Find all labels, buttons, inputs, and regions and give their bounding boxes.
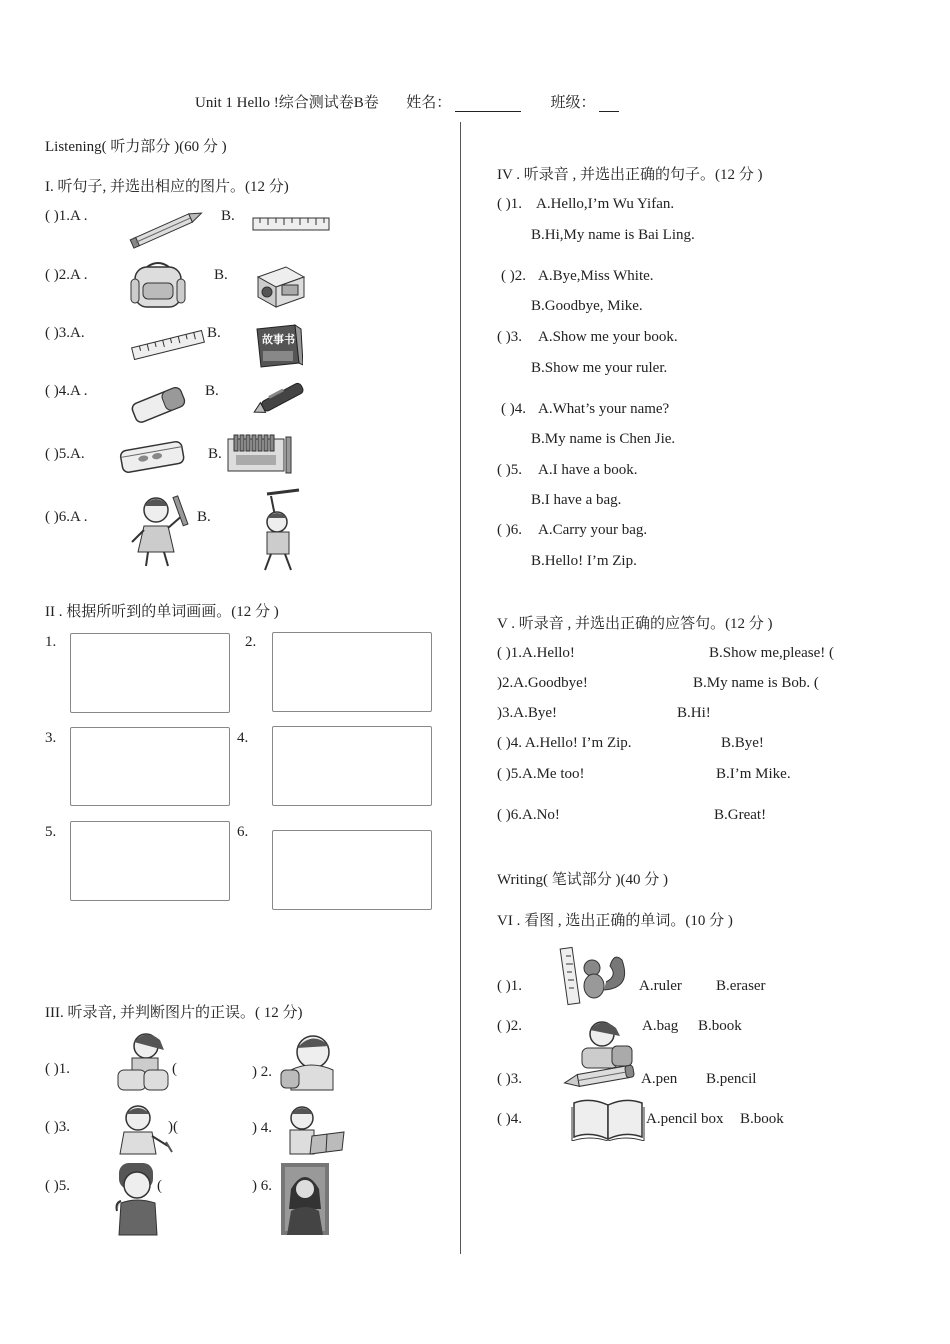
s3-item-5-num: ( )5. xyxy=(45,1178,70,1194)
s4-item-2-num: ( )2. xyxy=(501,268,526,284)
s5-line-2-a: )2.A.Goodbye! xyxy=(497,675,588,691)
s6-item-4-a: A.pencil box xyxy=(646,1111,724,1127)
eraser-icon xyxy=(126,383,190,425)
draw-label-6: 6. xyxy=(237,824,249,840)
boy-with-bag-icon xyxy=(277,1030,343,1092)
draw-box-1[interactable] xyxy=(70,633,230,713)
s4-item-3-b: B.Show me your ruler. xyxy=(531,360,668,376)
s6-item-4-num: ( )4. xyxy=(497,1111,522,1127)
s5-line-2-b: B.My name is Bob. ( xyxy=(693,675,819,691)
s3-item-3-num: ( )3. xyxy=(45,1119,70,1135)
girl-waving-icon xyxy=(113,1163,161,1237)
s1-item-1-b: B. xyxy=(221,208,235,224)
s1-item-6-b: B. xyxy=(197,509,211,525)
s5-line-3-b: B.Hi! xyxy=(677,705,711,721)
s6-item-1-b: B.eraser xyxy=(716,978,766,994)
s4-item-6-b: B.Hello! I’m Zip. xyxy=(531,553,637,569)
s1-item-3-b: B. xyxy=(207,325,221,341)
s6-item-1-a: A.ruler xyxy=(639,978,682,994)
s4-item-4-b: B.My name is Chen Jie. xyxy=(531,431,676,447)
s4-item-3-num: ( )3. xyxy=(497,329,522,345)
s4-item-5-num: ( )5. xyxy=(497,462,522,478)
girl-with-pencil-icon xyxy=(126,492,196,570)
s5-line-6-a: ( )6.A.No! xyxy=(497,807,560,823)
draw-box-6[interactable] xyxy=(272,830,432,910)
draw-box-4[interactable] xyxy=(272,726,432,806)
section6-title: VI . 看图 , 选出正确的单词。(10 分 ) xyxy=(497,913,733,929)
section4-title: IV . 听录音 , 并选出正确的句子。(12 分 ) xyxy=(497,167,763,183)
draw-label-3: 3. xyxy=(45,730,57,746)
s3-item-2-num: ) 2. xyxy=(252,1064,272,1080)
ruler-icon xyxy=(252,214,330,234)
s4-item-6-a: A.Carry your bag. xyxy=(538,522,648,538)
ruler-icon xyxy=(130,328,206,362)
s4-item-6-num: ( )6. xyxy=(497,522,522,538)
s3-item-5-right: ( xyxy=(157,1178,162,1194)
s1-item-6-num: ( )6.A . xyxy=(45,509,88,525)
draw-box-2[interactable] xyxy=(272,632,432,712)
storybook-icon xyxy=(253,323,303,369)
s3-item-3-right: )( xyxy=(168,1119,178,1135)
section1-title: I. 听句子, 并选出相应的图片。(12 分) xyxy=(45,179,289,195)
s5-line-5-b: B.I’m Mike. xyxy=(716,766,791,782)
listening-title: Listening( 听力部分 )(60 分 ) xyxy=(45,139,227,155)
class-field[interactable] xyxy=(599,111,619,112)
section2-title: II . 根据所听到的单词画画。(12 分 ) xyxy=(45,604,279,620)
s4-item-1-num: ( )1. xyxy=(497,196,522,212)
draw-label-2: 2. xyxy=(245,634,257,650)
draw-label-4: 4. xyxy=(237,730,249,746)
pencil-icon xyxy=(127,208,207,250)
s1-item-5-num: ( )5.A. xyxy=(45,446,85,462)
section5-title: V . 听录音 , 并选出正确的应答句。(12 分 ) xyxy=(497,616,773,632)
s3-item-6-num: ) 6. xyxy=(252,1178,272,1194)
page-header xyxy=(195,91,619,112)
pencil-icon xyxy=(560,1062,636,1092)
s4-item-2-a: A.Bye,Miss White. xyxy=(538,268,654,284)
s4-item-1-a: A.Hello,I’m Wu Yifan. xyxy=(536,196,675,212)
child-with-bag-icon xyxy=(112,1030,176,1096)
s6-item-4-b: B.book xyxy=(740,1111,784,1127)
s1-item-2-num: ( )2.A . xyxy=(45,267,88,283)
boy-with-book-icon xyxy=(280,1102,346,1162)
s5-line-3-a: )3.A.Bye! xyxy=(497,705,557,721)
storybook-text: 故事书 xyxy=(262,333,295,346)
s1-item-3-num: ( )3.A. xyxy=(45,325,85,341)
boy-with-pencil-icon xyxy=(253,486,307,574)
draw-label-1: 1. xyxy=(45,634,57,650)
s5-line-5-a: ( )5.A.Me too! xyxy=(497,766,585,782)
bag-icon xyxy=(129,259,187,311)
s4-item-4-num: ( )4. xyxy=(501,401,526,417)
name-label: 姓名： xyxy=(406,95,452,111)
s6-item-1-num: ( )1. xyxy=(497,978,522,994)
sharpener-icon xyxy=(252,263,308,311)
pen-icon xyxy=(249,378,311,420)
draw-box-3[interactable] xyxy=(70,727,230,806)
squirrel-ruler-icon xyxy=(556,946,634,1006)
section3-title: III. 听录音, 并判断图片的正误。( 12 分) xyxy=(45,1005,303,1021)
s1-item-4-num: ( )4.A . xyxy=(45,383,88,399)
s3-item-1-num: ( )1. xyxy=(45,1061,70,1077)
s1-item-2-b: B. xyxy=(214,267,228,283)
crayons-icon xyxy=(226,433,294,475)
s6-item-2-b: B.book xyxy=(698,1018,742,1034)
s1-item-5-b: B. xyxy=(208,446,222,462)
writing-title: Writing( 笔试部分 )(40 分 ) xyxy=(497,872,669,888)
s4-item-1-b: B.Hi,My name is Bai Ling. xyxy=(531,227,695,243)
s6-item-3-b: B.pencil xyxy=(706,1071,757,1087)
s4-item-3-a: A.Show me your book. xyxy=(538,329,678,345)
name-field[interactable] xyxy=(455,111,521,112)
s1-item-4-b: B. xyxy=(205,383,219,399)
s6-item-2-a: A.bag xyxy=(642,1018,679,1034)
s6-item-2-num: ( )2. xyxy=(497,1018,522,1034)
s4-item-5-b: B.I have a bag. xyxy=(531,492,622,508)
s4-item-5-a: A.I have a book. xyxy=(538,462,638,478)
s3-item-1-right: ( xyxy=(172,1061,177,1077)
s5-line-1-a: ( )1.A.Hello! xyxy=(497,645,575,661)
boy-writing-icon xyxy=(112,1102,174,1160)
s4-item-2-b: B.Goodbye, Mike. xyxy=(531,298,643,314)
s5-line-4-b: B.Bye! xyxy=(721,735,764,751)
draw-label-5: 5. xyxy=(45,824,57,840)
s4-item-4-a: A.What’s your name? xyxy=(538,401,670,417)
s6-item-3-a: A.pen xyxy=(641,1071,678,1087)
s6-item-3-num: ( )3. xyxy=(497,1071,522,1087)
s3-item-4-num: ) 4. xyxy=(252,1120,272,1136)
s5-line-6-b: B.Great! xyxy=(714,807,767,823)
photo-girl-icon xyxy=(281,1163,329,1235)
s5-line-1-b: B.Show me,please! ( xyxy=(709,645,834,661)
s1-item-1-num: ( )1.A . xyxy=(45,208,88,224)
open-book-icon xyxy=(570,1095,646,1141)
column-divider xyxy=(460,122,461,1254)
page-title: Unit 1 Hello !综合测试卷B卷 xyxy=(195,95,379,111)
s5-line-4-a: ( )4. A.Hello! I’m Zip. xyxy=(497,735,632,751)
pencil-box-icon xyxy=(117,436,187,476)
class-label: 班级： xyxy=(550,95,596,111)
draw-box-5[interactable] xyxy=(70,821,230,901)
